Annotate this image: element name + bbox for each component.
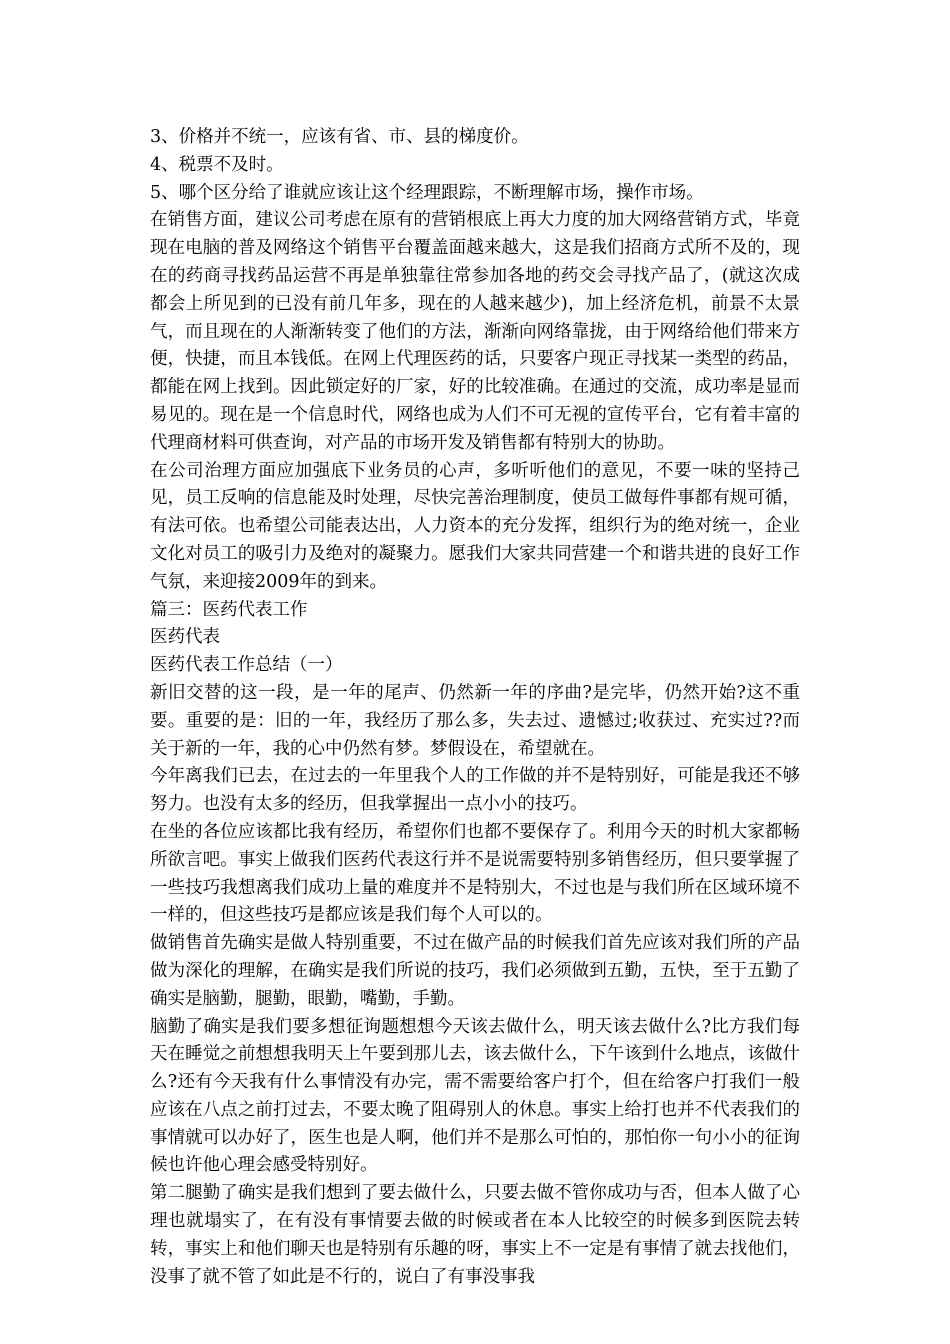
paragraph-sales-suggestion: 在销售方面，建议公司考虑在原有的营销根底上再大力度的加大网络营销方式，毕竟现在电脑的普及网络这个销售平台覆盖面越来越大，这是我们招商方式所不及的，现在的药商寻找药品运营不再是单独靠往常参加各地的药交会寻找产品了，(就这次成都会上所见到的已没有前几年多，现在的人越来越少)，加上经济危机，前景不太景气，而且现在的人渐渐转变了他们的方法，渐渐向网络靠拢，由于网络给他们带来方便，快捷，而且本钱低。在网上代理医药的话，只要客户现正寻找某一类型的药品，都能在网上找到。因此锁定好的厂家，好的比较准确。在通过的交流，成功率是显而易见的。现在是一个信息时代，网络也成为人们不可无视的宣传平台，它有着丰富的代理商材料可供查询，对产品的市场开发及销售都有特别大的协助。 (150, 210, 800, 453)
paragraph-brain-diligence: 脑勤了确实是我们要多想征询题想想今天该去做什么，明天该去做什么?比方我们每天在睡觉之前想想我明天上午要到那儿去，该去做什么，下午该到什么地点，该做什么?还有今天我有什么事情没有办完，需不需要给客户打个，但在给客户打我们一般应该在八点之前打过去，不要太晚了阻碍别人的休息。事实上给打也并不代表我们的事情就可以办好了，医生也是人啊，他们并不是那么可怕的，那怕你一句小小的征询候也许他心理会感受特别好。 (150, 1016, 800, 1176)
summary-title: 医药代表工作总结（一） (150, 655, 343, 676)
paragraph-new-year: 新旧交替的这一段，是一年的尾声、仍然新一年的序曲?是完毕，仍然开始?这不重要。重要的是：旧的一年，我经历了那么多，失去过、遗憾过;收获过、充实过??而关于新的一年，我的心中仍然有梦。梦假设在，希望就在。 (150, 682, 800, 759)
paragraph-five-diligences: 做销售首先确实是做人特别重要，不过在做产品的时候我们首先应该对我们所的产品做为深化的理解，在确实是我们所说的技巧，我们必须做到五勤，五快，至于五勤了确实是脑勤，腿勤，眼勤，嘴勤，手勤。 (150, 933, 800, 1009)
section-heading: 篇三：医药代表工作 (150, 599, 308, 620)
paragraph-leg-diligence: 第二腿勤了确实是我们想到了要去做什么，只要去做不管你成功与否，但本人做了心理也就塌实了，在有没有事情要去做的时候或者在本人比较空的时候多到医院去转转，事实上和他们聊天也是特别有乐趣的呀，事实上不一定是有事情了就去找他们，没事了就不管了如此是不行的，说白了有事没事我 (150, 1183, 800, 1287)
paragraph-management-suggestion: 在公司治理方面应加强底下业务员的心声，多听听他们的意见，不要一味的坚持己见，员工反响的信息能及时处理，尽快完善治理制度，使员工做每件事都有规可循，有法可依。也希望公司能表达出，人力资本的充分发挥，组织行为的绝对统一，企业文化对员工的吸引力及绝对的凝聚力。愿我们大家共同营建一个和谐共进的良好工作气氛，来迎接2009年的到来。 (150, 460, 800, 592)
section-subtitle: 医药代表 (150, 627, 220, 648)
document-page (150, 124, 800, 1291)
paragraph-experience: 在坐的各位应该都比我有经历，希望你们也都不要保存了。利用今天的时机大家都畅所欲言吧。事实上做我们医药代表这行并不是说需要特别多销售经历，但只要掌握了一些技巧我想离我们成功上量的难度并不是特别大，不过也是与我们所在区域环境不一样的，但这些技巧是都应该是我们每个人可以的。 (150, 821, 800, 926)
paragraph-past-year: 今年离我们已去，在过去的一年里我个人的工作做的并不是特别好，可能是我还不够努力。也没有太多的经历，但我掌握出一点小小的技巧。 (150, 766, 800, 815)
list-item-invoice: 4、税票不及时。 (150, 154, 284, 175)
list-item-district-manager: 5、哪个区分给了谁就应该让这个经理跟踪，不断理解市场，操作市场。 (150, 182, 704, 203)
list-item-price: 3、价格并不统一，应该有省、市、县的梯度价。 (150, 127, 529, 147)
